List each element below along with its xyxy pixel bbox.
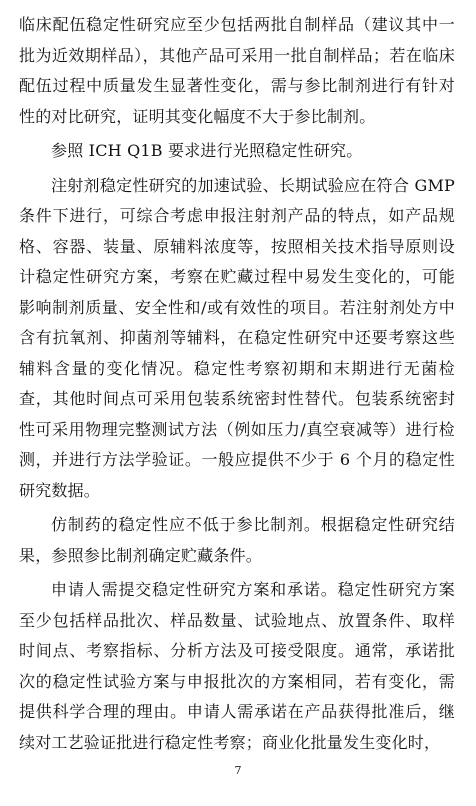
paragraph-injection-stability: 注射剂稳定性研究的加速试验、长期试验应在符合 GMP 条件下进行，可综合考虑申报注射剂产品的特点，如产品规格、容器、装量、原辅料浓度等，按照相关技术指导原则设计稳定性研究方案，考察在贮藏过程中易发生变化的，可能影响制剂质量、安全性和/或有效性的项目。若注射剂处方中含有抗氧剂、抑菌剂等辅料，在稳定性研究中还要考察这些辅料含量的变化情况。稳定性考察初期和末期进行无菌检查，其他时间点可采用包装系统密封性替代。包装系统密封性可采用物理完整测试方法（例如压力/真空衰减等）进行检测，并进行方法学验证。一般应提供不少于 6 个月的稳定性研究数据。 (19, 175, 455, 500)
page-number: 7 (234, 764, 242, 777)
paragraph-photostability: 参照 ICH Q1B 要求进行光照稳定性研究。 (51, 141, 363, 160)
paragraph-clinical-compatibility: 临床配伍稳定性研究应至少包括两批自制样品（建议其中一批为近效期样品），其他产品可采用一批自制样品；若在临床配伍过程中质量发生显著性变化，需与参比制剂进行有针对性的对比研究，证明其变化幅度不大于参比制剂。 (19, 15, 455, 126)
paragraph-stability-protocol: 申请人需提交稳定性研究方案和承诺。稳定性研究方案至少包括样品批次、样品数量、试验地点、放置条件、取样时间点、考察指标、分析方法及可接受限度。通常，承诺批次的稳定性试验方案与申报批次的方案相同，若有变化，需提供科学合理的理由。申请人需承诺在产品获得批准后，继续对工艺验证批进行稳定性考察；商业化批量发生变化时， (19, 580, 455, 752)
paragraph-generic-stability: 仿制药的稳定性应不低于参比制剂。根据稳定性研究结果，参照参比制剂确定贮藏条件。 (19, 515, 455, 565)
